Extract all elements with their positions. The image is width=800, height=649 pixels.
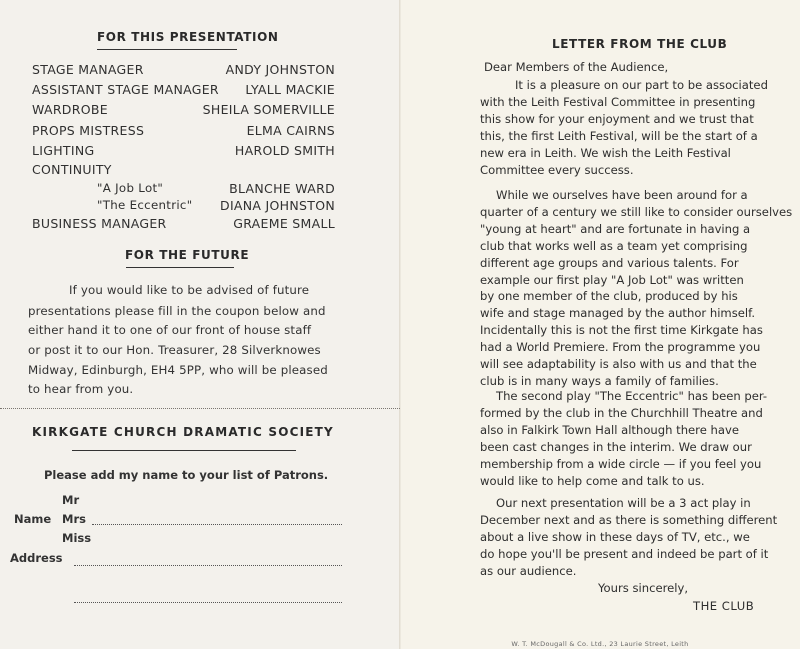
letter-line: The second play "The Eccentric" has been per- xyxy=(496,389,768,403)
letter-line: also in Falkirk Town Hall although there have xyxy=(480,423,739,437)
letter-closing: Yours sincerely, xyxy=(598,581,689,595)
letter-line: formed by the club in the Churchhill Theatre and xyxy=(480,406,763,420)
letter-line: about a live show in these days of TV, etc., we xyxy=(480,530,750,544)
presentation-heading: FOR THIS PRESENTATION xyxy=(97,30,279,44)
future-line: either hand it to one of our front of house staff xyxy=(28,323,312,337)
letter-line: this show for your enjoyment and we trust that xyxy=(480,112,754,126)
letter-line: Committee every success. xyxy=(480,163,634,177)
letter-line: new era in Leith. We wish the Leith Festival xyxy=(480,146,731,160)
letter-line: "young at heart" and are fortunate in having a xyxy=(480,222,751,236)
future-line: or post it to our Hon. Treasurer, 28 Silverknowes xyxy=(28,343,321,357)
credit-role: ASSISTANT STAGE MANAGER xyxy=(32,82,219,97)
letter-line: been cast changes in the interim. We draw our xyxy=(480,440,752,454)
future-line: presentations please fill in the coupon below and xyxy=(28,304,326,318)
letter-line: Our next presentation will be a 3 act play in xyxy=(496,496,751,510)
letter-line: It is a pleasure on our part to be associated xyxy=(515,78,768,92)
letter-line: will see adaptability is also with us and that the xyxy=(480,357,757,371)
credit-role: CONTINUITY xyxy=(32,162,112,177)
coupon-cut-line xyxy=(0,408,400,409)
credit-role: "A Job Lot" xyxy=(97,181,164,195)
credit-role: BUSINESS MANAGER xyxy=(32,216,167,231)
letter-line: with the Leith Festival Committee in presenting xyxy=(480,95,756,109)
coupon-address-field-1[interactable] xyxy=(74,565,342,566)
credit-name: ELMA CAIRNS xyxy=(246,123,335,138)
future-line: Midway, Edinburgh, EH4 5PP, who will be pleased xyxy=(28,363,328,377)
coupon-society-heading: KIRKGATE CHURCH DRAMATIC SOCIETY xyxy=(32,425,334,439)
credit-role: WARDROBE xyxy=(32,102,108,117)
future-line: If you would like to be advised of future xyxy=(69,283,310,297)
credit-name: HAROLD SMITH xyxy=(234,143,335,158)
letter-salutation: Dear Members of the Audience, xyxy=(484,60,669,74)
coupon-name-label: Name xyxy=(14,512,52,526)
letter-line: December next and as there is something different xyxy=(480,513,778,527)
credit-name: DIANA JOHNSTON xyxy=(220,198,335,213)
letter-line: different age groups and various talents. For xyxy=(480,256,739,270)
letter-line: by one member of the club, produced by his xyxy=(480,289,738,303)
credit-name: GRAEME SMALL xyxy=(233,216,335,231)
letter-line: would like to help come and talk to us. xyxy=(480,474,705,488)
credit-role: STAGE MANAGER xyxy=(32,62,144,77)
coupon-address-label: Address xyxy=(10,551,63,565)
letter-line: this, the first Leith Festival, will be the start of a xyxy=(480,129,758,143)
letter-line: had a World Premiere. From the programme you xyxy=(480,340,761,354)
letter-line: do hope you'll be present and indeed be part of it xyxy=(480,547,769,561)
future-heading: FOR THE FUTURE xyxy=(125,248,250,262)
letter-line: club that works well as a team yet comprising xyxy=(480,239,748,253)
presentation-heading-underline xyxy=(97,49,237,50)
coupon-address-field-2[interactable] xyxy=(74,602,342,603)
letter-line: example our first play "A Job Lot" was written xyxy=(480,273,744,287)
letter-line: as our audience. xyxy=(480,564,577,578)
coupon-request: Please add my name to your list of Patrons. xyxy=(44,468,329,482)
credit-name: BLANCHE WARD xyxy=(229,181,335,196)
future-heading-underline xyxy=(126,267,234,268)
credit-name: SHEILA SOMERVILLE xyxy=(202,102,335,117)
printer-imprint: W. T. McDougall & Co. Ltd., 23 Laurie Street, Leith xyxy=(511,640,689,648)
letter-signature: THE CLUB xyxy=(693,599,755,613)
coupon-mrs-label: Mrs xyxy=(62,512,86,526)
letter-line: quarter of a century we still like to consider ourselves xyxy=(480,205,793,219)
credit-name: LYALL MACKIE xyxy=(245,82,335,97)
letter-line: While we ourselves have been around for a xyxy=(496,188,748,202)
letter-line: membership from a wide circle — if you feel you xyxy=(480,457,762,471)
future-line: to hear from you. xyxy=(28,382,134,396)
credit-role: "The Eccentric" xyxy=(97,198,193,212)
coupon-mr-label: Mr xyxy=(62,493,80,507)
coupon-miss-label: Miss xyxy=(62,531,92,545)
credit-role: PROPS MISTRESS xyxy=(32,123,145,138)
credit-name: ANDY JOHNSTON xyxy=(225,62,335,77)
credit-role: LIGHTING xyxy=(32,143,95,158)
coupon-heading-underline xyxy=(72,450,296,451)
letter-line: Incidentally this is not the first time Kirkgate has xyxy=(480,323,763,337)
coupon-name-field[interactable] xyxy=(92,524,342,525)
letter-heading: LETTER FROM THE CLUB xyxy=(552,37,728,51)
page-fold xyxy=(399,0,401,649)
letter-line: wife and stage managed by the author himself. xyxy=(480,306,756,320)
letter-line: club is in many ways a family of families. xyxy=(480,374,719,388)
